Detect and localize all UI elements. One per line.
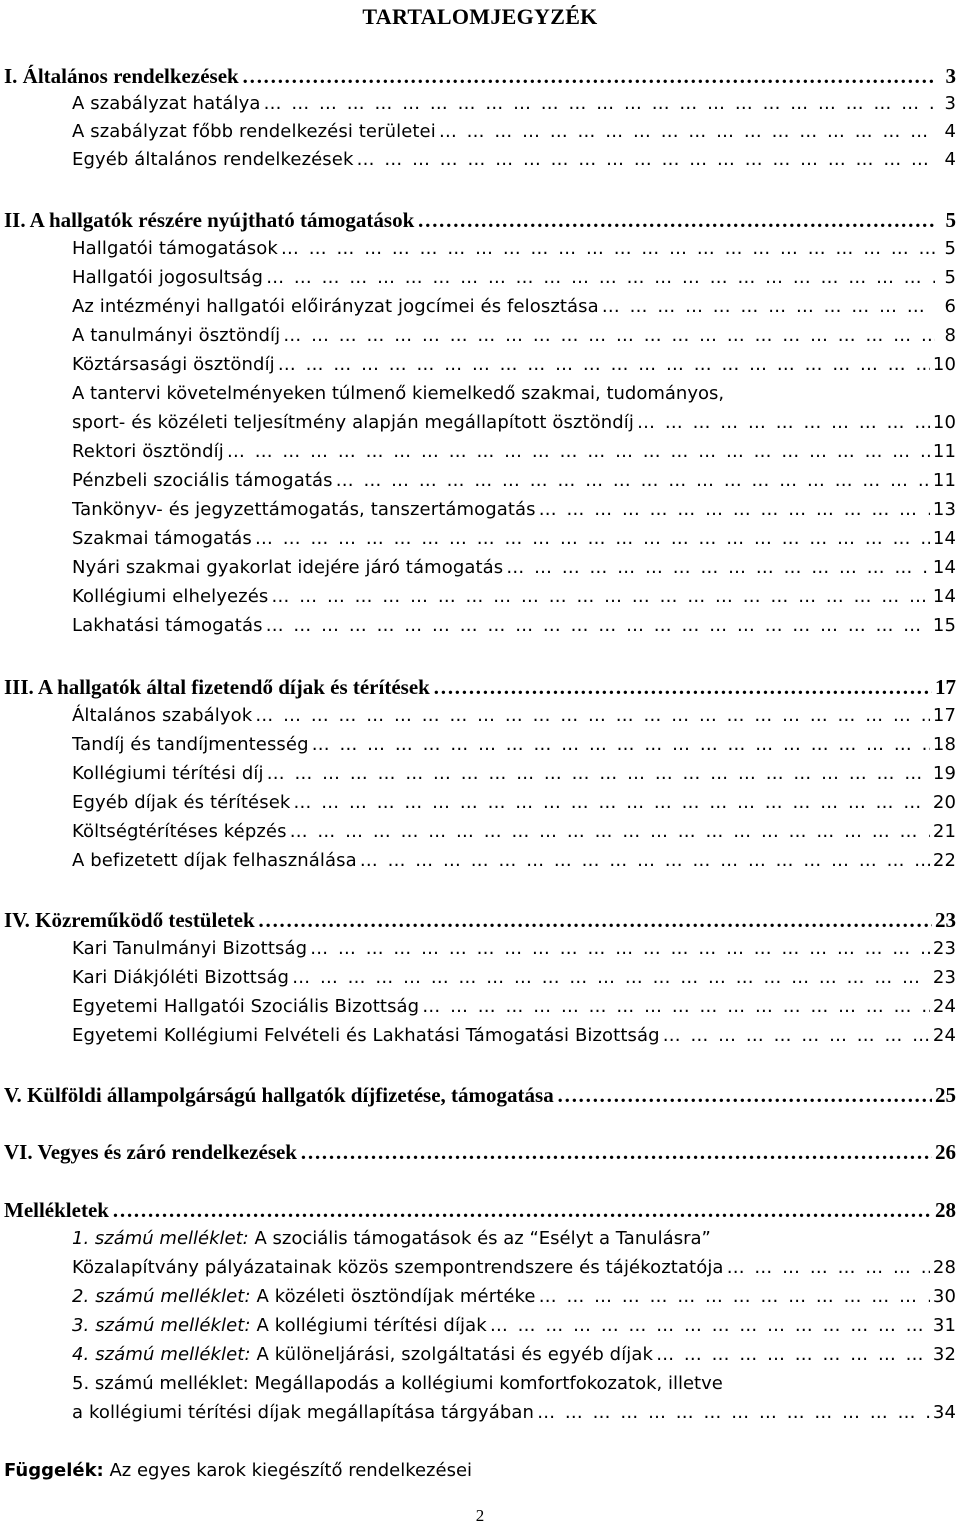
toc-leader bbox=[357, 146, 936, 174]
toc-page-number: 17 bbox=[932, 705, 956, 726]
toc-item-label: Hallgatói támogatások bbox=[72, 238, 278, 259]
toc-item-label: A kollégiumi térítési díjak bbox=[256, 1315, 487, 1336]
toc-item-label: Kollégiumi elhelyezés bbox=[72, 586, 269, 607]
toc-item-label: Kollégiumi térítési díj bbox=[72, 763, 264, 784]
toc-section-6[interactable] bbox=[4, 1138, 956, 1166]
toc-item-label: Egyetemi Kollégiumi Felvételi és Lakhatási Támogatási Bizottság bbox=[72, 1025, 660, 1046]
toc-page-number: 17 bbox=[935, 675, 956, 699]
toc-leader bbox=[293, 789, 929, 817]
toc-item-label: Általános szabályok bbox=[72, 705, 253, 726]
toc-page-number: 28 bbox=[935, 1198, 956, 1222]
toc-item-label: Hallgatói jogosultság bbox=[72, 267, 264, 288]
toc-item-label: sport- és közéleti teljesítmény alapján megállapított ösztöndíj bbox=[72, 412, 634, 433]
toc-leader bbox=[663, 1022, 930, 1050]
toc-page-number: 24 bbox=[932, 996, 956, 1017]
toc-item-label: Egyéb díjak és térítések bbox=[72, 792, 291, 813]
toc-leader bbox=[417, 206, 935, 234]
toc-item[interactable] bbox=[72, 554, 956, 582]
toc-section-label: II. A hallgatók részére nyújtható támogatások bbox=[4, 208, 415, 232]
toc-page-number: 14 bbox=[932, 557, 956, 578]
toc-item-label: Az intézményi hallgatói előirányzat jogcímei és felosztása bbox=[72, 296, 599, 317]
toc-item-label: Egyetemi Hallgatói Szociális Bizottság bbox=[72, 996, 420, 1017]
toc-page-number: 28 bbox=[932, 1257, 956, 1278]
toc-leader bbox=[439, 118, 935, 146]
toc-item[interactable] bbox=[72, 935, 956, 963]
toc-item[interactable] bbox=[72, 118, 956, 146]
toc-item-label: Egyéb általános rendelkezések bbox=[72, 149, 354, 170]
toc-page-number: 11 bbox=[932, 470, 956, 491]
toc-section-label: VI. Vegyes és záró rendelkezések bbox=[4, 1140, 297, 1164]
toc-item[interactable] bbox=[72, 612, 956, 640]
toc-section-label: Mellékletek bbox=[4, 1198, 109, 1222]
toc-page-number: 5 bbox=[945, 208, 956, 232]
toc-item-label: A szabályzat hatálya bbox=[72, 93, 261, 114]
toc-leader bbox=[537, 1399, 930, 1427]
toc-leader bbox=[283, 322, 935, 350]
toc-page-number: 5 bbox=[944, 238, 956, 259]
toc-leader bbox=[490, 1312, 930, 1340]
toc-section-appendices[interactable] bbox=[4, 1196, 956, 1224]
toc-item[interactable] bbox=[72, 1399, 956, 1427]
toc-page-number: 10 bbox=[932, 412, 956, 433]
toc-item[interactable] bbox=[72, 264, 956, 292]
toc-leader bbox=[336, 467, 930, 495]
toc-leader bbox=[263, 90, 935, 118]
toc-page-number: 13 bbox=[932, 499, 956, 520]
toc-item-label: A szabályzat főbb rendelkezési területei bbox=[72, 121, 436, 142]
appendix-prefix: 3. számú melléklet: bbox=[72, 1315, 251, 1336]
toc-item-label: Köztársasági ösztöndíj bbox=[72, 354, 275, 375]
toc-page-number: 19 bbox=[932, 763, 956, 784]
toc-item[interactable] bbox=[72, 409, 956, 437]
toc-page-number: 23 bbox=[932, 967, 956, 988]
toc-item-label: A közéleti ösztöndíjak mértéke bbox=[256, 1286, 536, 1307]
toc-item-label: Kari Tanulmányi Bizottság bbox=[72, 938, 308, 959]
toc-section-label: III. A hallgatók által fizetendő díjak és térítések bbox=[4, 675, 430, 699]
toc-page-number: 26 bbox=[935, 1140, 956, 1164]
toc-item-label: Rektori ösztöndíj bbox=[72, 441, 224, 462]
toc-page-number: 3 bbox=[945, 64, 956, 88]
toc-item-label: Nyári szakmai gyakorlat idejére járó támogatás bbox=[72, 557, 504, 578]
toc-section-label: I. Általános rendelkezések bbox=[4, 64, 239, 88]
toc-item[interactable] bbox=[72, 993, 956, 1021]
toc-item-label: a kollégiumi térítési díjak megállapítása tárgyában bbox=[72, 1402, 535, 1423]
toc-item-label: Kari Diákjóléti Bizottság bbox=[72, 967, 290, 988]
toc-item-label-group bbox=[72, 1312, 487, 1340]
appendix-note-text: Az egyes karok kiegészítő rendelkezései bbox=[109, 1460, 473, 1481]
page-title: TARTALOMJEGYZÉK bbox=[362, 4, 598, 29]
toc-section-2[interactable] bbox=[4, 206, 956, 234]
toc-item-label: Lakhatási támogatás bbox=[72, 615, 263, 636]
toc-page-number: 31 bbox=[932, 1315, 956, 1336]
toc-leader bbox=[278, 351, 930, 379]
toc-page-number: 14 bbox=[932, 586, 956, 607]
toc-item[interactable] bbox=[72, 1312, 956, 1340]
toc-leader bbox=[506, 554, 930, 582]
toc-item-label: A befizetett díjak felhasználása bbox=[72, 850, 357, 871]
toc-leader bbox=[267, 760, 930, 788]
toc-leader bbox=[539, 496, 930, 524]
toc-leader bbox=[637, 409, 930, 437]
toc-item-label: Szakmai támogatás bbox=[72, 528, 252, 549]
toc-item[interactable] bbox=[72, 235, 956, 263]
toc-section-1[interactable] bbox=[4, 62, 956, 90]
toc-item-label-group bbox=[72, 1341, 653, 1369]
toc-leader bbox=[258, 906, 932, 934]
toc-page-number: 30 bbox=[932, 1286, 956, 1307]
toc-leader bbox=[255, 525, 930, 553]
toc-item[interactable] bbox=[72, 818, 956, 846]
toc-page-number: 25 bbox=[935, 1083, 956, 1107]
toc-item[interactable] bbox=[72, 1283, 956, 1311]
appendix-prefix: 4. számú melléklet: bbox=[72, 1344, 251, 1365]
toc-item-label: A tanulmányi ösztöndíj bbox=[72, 325, 281, 346]
toc-section-5[interactable] bbox=[4, 1081, 956, 1109]
toc-leader bbox=[656, 1341, 930, 1369]
toc-page-number: 3 bbox=[944, 93, 956, 114]
toc-item-label-line1: A tantervi követelményeken túlmenő kiemelkedő szakmai, tudományos, bbox=[72, 383, 725, 404]
toc-item[interactable] bbox=[72, 964, 956, 992]
toc-page-number: 21 bbox=[932, 821, 956, 842]
toc-item[interactable] bbox=[72, 496, 956, 524]
toc-item-label-line1 bbox=[72, 1225, 711, 1253]
toc-leader bbox=[312, 731, 930, 759]
toc-leader bbox=[281, 235, 935, 263]
toc-page-number: 20 bbox=[932, 792, 956, 813]
toc-item[interactable] bbox=[72, 146, 956, 174]
toc-leader bbox=[266, 264, 935, 292]
toc-leader bbox=[539, 1283, 930, 1311]
toc-leader bbox=[310, 935, 930, 963]
toc-page-number: 8 bbox=[944, 325, 956, 346]
toc-leader bbox=[300, 1138, 932, 1166]
toc-item-label: Tankönyv- és jegyzettámogatás, tanszertámogatás bbox=[72, 499, 536, 520]
toc-item[interactable] bbox=[72, 583, 956, 611]
toc-page-number: 6 bbox=[944, 296, 956, 317]
toc-section-label: V. Külföldi állampolgárságú hallgatók díjfizetése, támogatása bbox=[4, 1083, 554, 1107]
appendix-note-label: Függelék: bbox=[4, 1460, 104, 1481]
toc-page-number: 18 bbox=[932, 734, 956, 755]
toc-leader bbox=[255, 702, 930, 730]
toc-page-number: 24 bbox=[932, 1025, 956, 1046]
toc-item[interactable] bbox=[72, 702, 956, 730]
toc-leader bbox=[422, 993, 930, 1021]
toc-section-label: IV. Közreműködő testületek bbox=[4, 908, 255, 932]
toc-section-4[interactable] bbox=[4, 906, 956, 934]
toc-page-number: 11 bbox=[932, 441, 956, 462]
toc-leader bbox=[290, 818, 930, 846]
toc-page-number: 32 bbox=[932, 1344, 956, 1365]
toc-item-label: A különeljárási, szolgáltatási és egyéb díjak bbox=[256, 1344, 654, 1365]
toc-page-number: 22 bbox=[932, 850, 956, 871]
appendix-prefix: 2. számú melléklet: bbox=[72, 1286, 251, 1307]
page-number: 2 bbox=[475, 1506, 485, 1525]
toc-item-label-line1: 5. számú melléklet: Megállapodás a kollégiumi komfortfokozatok, illetve bbox=[72, 1373, 723, 1394]
toc-page-number: 4 bbox=[944, 121, 956, 142]
toc-item[interactable] bbox=[72, 438, 956, 466]
toc-leader bbox=[242, 62, 935, 90]
toc-item[interactable] bbox=[72, 731, 956, 759]
toc-leader bbox=[727, 1254, 930, 1282]
appendix-prefix: 1. számú melléklet: bbox=[72, 1228, 249, 1249]
appendix-note[interactable] bbox=[4, 1456, 472, 1486]
toc-leader bbox=[271, 583, 930, 611]
toc-item-label: Közalapítvány pályázatainak közös szempontrendszere és tájékoztatója bbox=[72, 1257, 724, 1278]
toc-item-label-group bbox=[72, 1283, 536, 1311]
toc-leader bbox=[112, 1196, 932, 1224]
toc-item[interactable] bbox=[72, 467, 956, 495]
toc-leader bbox=[292, 964, 930, 992]
toc-page-number: 23 bbox=[932, 938, 956, 959]
toc-item[interactable] bbox=[72, 1254, 956, 1282]
toc-item[interactable] bbox=[72, 525, 956, 553]
toc-section-3[interactable] bbox=[4, 673, 956, 701]
toc-item-label: Költségtérítéses képzés bbox=[72, 821, 287, 842]
toc-page-number: 5 bbox=[944, 267, 956, 288]
toc-leader bbox=[602, 293, 935, 321]
toc-page-number: 10 bbox=[932, 354, 956, 375]
appendix-title-line1: A szociális támogatások és az “Esélyt a Tanulásra” bbox=[254, 1228, 711, 1249]
toc-item-label: Tandíj és tandíjmentesség bbox=[72, 734, 309, 755]
toc-page-number: 14 bbox=[932, 528, 956, 549]
toc-item[interactable] bbox=[72, 322, 956, 350]
toc-item[interactable] bbox=[72, 760, 956, 788]
toc-leader bbox=[557, 1081, 932, 1109]
toc-item[interactable] bbox=[72, 847, 956, 875]
toc-item[interactable] bbox=[72, 1341, 956, 1369]
toc-leader bbox=[360, 847, 930, 875]
toc-page-number: 23 bbox=[935, 908, 956, 932]
toc-leader bbox=[266, 612, 930, 640]
toc-item[interactable] bbox=[72, 90, 956, 118]
toc-page-number: 4 bbox=[944, 149, 956, 170]
toc-item[interactable] bbox=[72, 293, 956, 321]
toc-item[interactable] bbox=[72, 789, 956, 817]
toc-page-number: 15 bbox=[932, 615, 956, 636]
toc-item[interactable] bbox=[72, 351, 956, 379]
toc-item[interactable] bbox=[72, 1022, 956, 1050]
toc-item-label: Pénzbeli szociális támogatás bbox=[72, 470, 333, 491]
toc-leader bbox=[227, 438, 930, 466]
toc-page-number: 34 bbox=[932, 1402, 956, 1423]
toc-leader bbox=[433, 673, 932, 701]
